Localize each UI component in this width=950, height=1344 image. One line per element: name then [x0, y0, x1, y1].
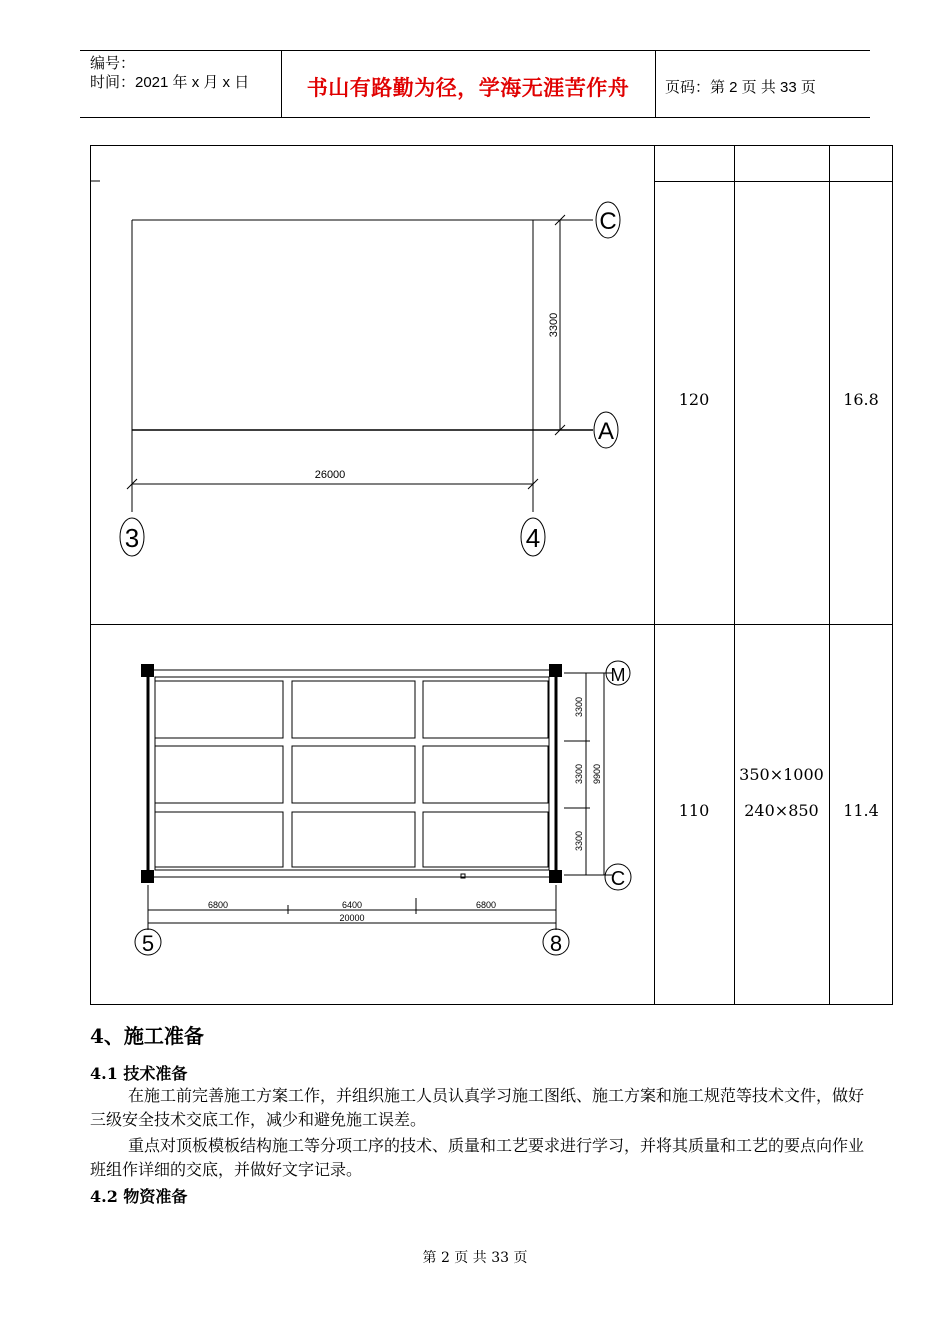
header-page-info: 页码：第 2 页 共 33 页 — [665, 79, 816, 96]
page-footer: 第 2 页 共 33 页 — [422, 1250, 528, 1266]
dim-6800-1: 6800 — [207, 900, 229, 910]
row2-beam-1: 350×1000 — [739, 765, 824, 784]
dim-26000: 26000 — [314, 469, 346, 481]
axis-label-5: 5 — [141, 931, 155, 956]
axis-label-c: C — [599, 208, 617, 235]
dim-3300-3: 3300 — [574, 830, 584, 852]
row1-thickness: 120 — [678, 390, 710, 409]
row2-beam-2: 240×850 — [744, 801, 819, 820]
axis-label-c2: C — [610, 868, 626, 890]
subsection-title-tech: 4.1 技术准备 — [90, 1064, 188, 1083]
row1-height: 16.8 — [843, 390, 879, 409]
subsection-title-material: 4.2 物资准备 — [90, 1187, 188, 1206]
header-time: 时间：2021 年 x 月 x 日 — [90, 74, 250, 91]
dim-3300-2: 3300 — [574, 763, 584, 785]
paragraph-tech-1: 在施工前完善施工方案工作，并组织施工人员认真学习施工图纸、施工方案和施工规范等技术文件，做好三级安全技术交底工作，减少和避免施工误差。 — [90, 1086, 865, 1129]
dim-9900: 9900 — [592, 763, 602, 785]
axis-label-3: 3 — [124, 523, 140, 553]
axis-label-m: M — [610, 665, 626, 685]
axis-label-4: 4 — [525, 523, 541, 553]
section-title: 4、施工准备 — [90, 1024, 204, 1048]
dim-6800-2: 6800 — [475, 900, 497, 910]
dim-3300: 3300 — [548, 312, 560, 338]
row2-thickness: 110 — [678, 801, 710, 820]
header-motto: 书山有路勤为径，学海无涯苦作舟 — [306, 77, 630, 100]
header-number: 编号： — [90, 55, 136, 72]
axis-label-a: A — [597, 418, 615, 445]
axis-label-8: 8 — [549, 931, 563, 956]
row2-height: 11.4 — [843, 801, 879, 820]
dim-20000: 20000 — [339, 913, 365, 923]
dim-6400: 6400 — [341, 900, 363, 910]
paragraph-tech-2: 重点对顶板模板结构施工等分项工序的技术、质量和工艺要求进行学习，并将其质量和工艺的要点向作业班组作详细的交底，并做好文字记录。 — [90, 1136, 865, 1179]
dim-3300-1: 3300 — [574, 696, 584, 718]
